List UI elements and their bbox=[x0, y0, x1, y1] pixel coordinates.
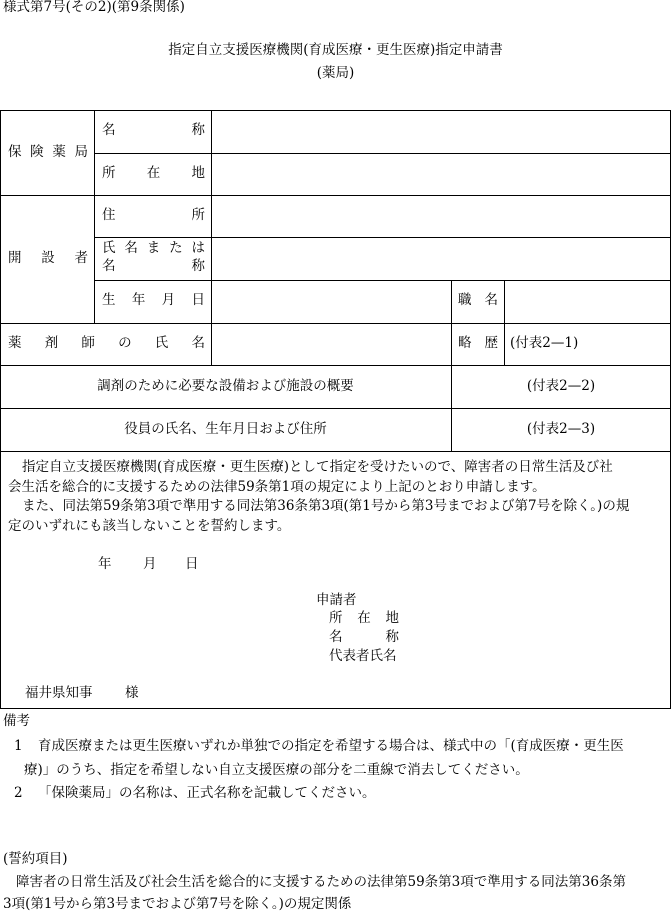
founder-header: 開 設 者 bbox=[8, 250, 88, 266]
table-line bbox=[504, 280, 505, 365]
applicant-name: 名 称 bbox=[329, 629, 399, 645]
table-line bbox=[0, 365, 671, 366]
document-subtitle: (薬局) bbox=[316, 65, 355, 81]
remark-2-number: 2 bbox=[14, 785, 23, 801]
declaration-para1-line1: 指定自立支援医療機関(育成医療・更生医療)として指定を受けたいので、障害者の日常生活及び社 bbox=[22, 459, 613, 475]
remarks-heading: 備考 bbox=[3, 713, 30, 729]
applicant-address: 所 在 地 bbox=[329, 610, 399, 626]
founder-name-label-line1: 氏 名 ま た は bbox=[102, 240, 205, 256]
form-number: 様式第7号(その2)(第9条関係) bbox=[3, 0, 185, 15]
pledge-heading: (誓約項目) bbox=[3, 851, 68, 867]
table-line bbox=[0, 110, 671, 111]
pharmacist-name-label: 薬 剤 師 の 氏 名 bbox=[8, 335, 205, 351]
declaration-para1-line2: 会生活を総合的に支援するための法律59条第1項の規定により上記のとおり申請します。 bbox=[8, 479, 546, 495]
declaration-para2-line1: また、同法第59条第3項で準用する同法第36条第3項(第1号から第3号までおよび第7号を除く。)の規 bbox=[22, 498, 630, 514]
table-line bbox=[94, 280, 671, 281]
facilities-value: (付表2—2) bbox=[526, 378, 596, 394]
date-day: 日 bbox=[185, 556, 199, 572]
pharmacy-header: 保 険 薬 局 bbox=[8, 144, 88, 160]
officers-value: (付表2—3) bbox=[526, 421, 596, 437]
table-line bbox=[0, 408, 671, 409]
table-line bbox=[94, 237, 671, 238]
facilities-label: 調剤のために必要な設備および施設の概要 bbox=[97, 378, 354, 394]
officers-label: 役員の氏名、生年月日および住所 bbox=[124, 421, 327, 437]
governor-suffix: 様 bbox=[125, 685, 139, 701]
pledge-line1: 障害者の日常生活及び社会生活を総合的に支援するための法律第59条第3項で準用する同法第36条第 bbox=[16, 874, 626, 890]
table-line bbox=[0, 708, 671, 709]
pharmacy-name-label: 名 称 bbox=[102, 122, 205, 138]
table-line bbox=[0, 195, 671, 196]
date-month: 月 bbox=[143, 556, 157, 572]
remark-1-line2: 療)」のうち、指定を希望しない自立支援医療の部分を二重線で消去してください。 bbox=[24, 762, 529, 778]
table-line bbox=[0, 110, 1, 709]
remark-1-line1: 育成医療または更生医療いずれか単独での指定を希望する場合は、様式中の「(育成医療・更生医 bbox=[38, 738, 624, 754]
declaration-para2-line2: 定のいずれにも該当しないことを誓約します。 bbox=[8, 518, 291, 534]
table-line bbox=[0, 323, 671, 324]
career-label: 略 歴 bbox=[458, 335, 498, 351]
governor-addressee: 福井県知事 bbox=[25, 685, 93, 701]
applicant-representative: 代表者氏名 bbox=[329, 648, 397, 664]
position-label: 職 名 bbox=[458, 292, 498, 308]
remark-2-text: 「保険薬局」の名称は、正式名称を記載してください。 bbox=[38, 785, 376, 801]
table-line bbox=[211, 110, 212, 365]
founder-name-label-line2: 名 称 bbox=[102, 258, 205, 274]
pharmacy-address-label: 所 在 地 bbox=[102, 165, 205, 181]
founder-address-label: 住 所 bbox=[102, 207, 205, 223]
table-line bbox=[0, 451, 671, 452]
table-line bbox=[94, 110, 95, 323]
date-year: 年 bbox=[98, 556, 112, 572]
applicant-label: 申請者 bbox=[316, 592, 357, 608]
pledge-line2: 3項(第1号から第3号までおよび第7号を除く。)の規定関係 bbox=[3, 896, 352, 912]
remark-1-number: 1 bbox=[14, 738, 23, 754]
career-value: (付表2—1) bbox=[510, 335, 579, 351]
table-line bbox=[94, 153, 671, 154]
founder-birth-label: 生 年 月 日 bbox=[102, 292, 205, 308]
document-title: 指定自立支援医療機関(育成医療・更生医療)指定申請書 bbox=[168, 42, 503, 58]
